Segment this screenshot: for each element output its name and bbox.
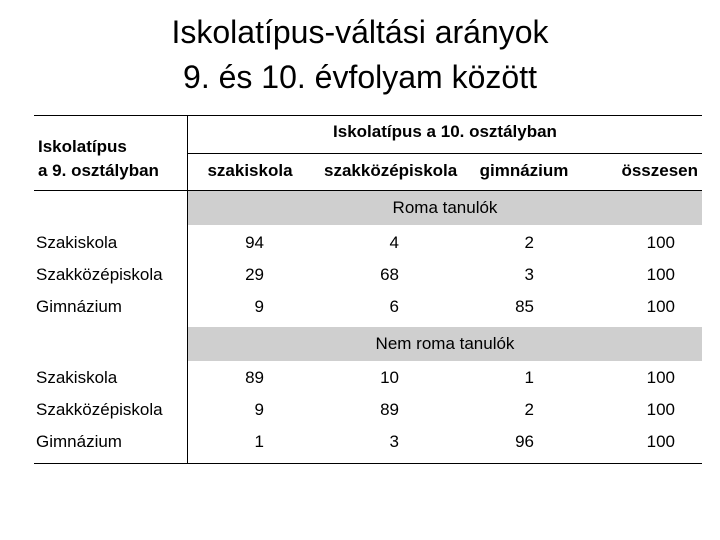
title-line-1: Iskolatípus-váltási arányok [171, 14, 549, 50]
column-header-szakiskola: szakiskola [207, 161, 293, 180]
title-line-2: 9. és 10. évfolyam között [183, 59, 537, 95]
cell-szakkozepiskola: 4 [389, 233, 399, 252]
cell-osszesen: 100 [646, 368, 675, 387]
cell-szakiskola: 9 [254, 297, 264, 316]
column-group-rule [188, 153, 702, 154]
cell-szakkozepiskola: 3 [389, 432, 399, 451]
cell-gimnazium: 3 [524, 265, 534, 284]
row-label: Szakközépiskola [36, 400, 163, 419]
slide-title [0, 10, 720, 100]
cell-gimnazium: 2 [524, 233, 534, 252]
column-group-header: Iskolatípus a 10. osztályban [333, 122, 557, 141]
row-label: Gimnázium [36, 432, 122, 451]
cell-osszesen: 100 [646, 400, 675, 419]
cell-szakkozepiskola: 89 [380, 400, 399, 419]
cell-szakiskola: 29 [245, 265, 264, 284]
row-label: Szakközépiskola [36, 265, 163, 284]
cell-osszesen: 100 [646, 297, 675, 316]
cell-szakiskola: 1 [254, 432, 264, 451]
group-label-nem-roma: Nem roma tanulók [375, 334, 515, 353]
row-header-divider [187, 115, 188, 463]
table-top-rule [34, 115, 702, 116]
table-bottom-rule [34, 463, 702, 464]
row-label: Szakiskola [36, 368, 118, 387]
cell-szakiskola: 94 [245, 233, 264, 252]
cell-szakiskola: 9 [254, 400, 264, 419]
cell-gimnazium: 85 [515, 297, 534, 316]
group-label-roma: Roma tanulók [392, 198, 498, 217]
cell-osszesen: 100 [646, 265, 675, 284]
row-header-line-2: a 9. osztályban [38, 161, 159, 180]
cell-osszesen: 100 [646, 432, 675, 451]
row-label: Szakiskola [36, 233, 118, 252]
cell-szakkozepiskola: 10 [380, 368, 399, 387]
row-header-line-1: Iskolatípus [38, 137, 127, 156]
cell-gimnazium: 96 [515, 432, 534, 451]
cell-szakkozepiskola: 6 [389, 297, 399, 316]
cell-szakiskola: 89 [245, 368, 264, 387]
cell-gimnazium: 2 [524, 400, 534, 419]
cell-gimnazium: 1 [524, 368, 534, 387]
cell-szakkozepiskola: 68 [380, 265, 399, 284]
row-label: Gimnázium [36, 297, 122, 316]
column-header-szakkozepiskola: szakközépiskola [324, 161, 458, 180]
column-header-gimnazium: gimnázium [479, 161, 569, 180]
cell-osszesen: 100 [646, 233, 675, 252]
column-header-osszesen: összesen [621, 161, 698, 180]
